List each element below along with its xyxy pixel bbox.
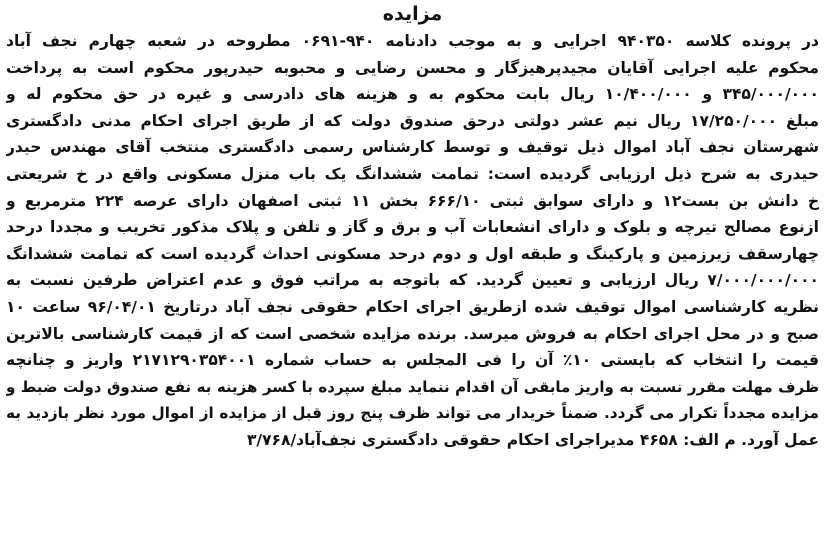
notice-line: خ دانش بن بست۱۲ و دارای سوابق ثبتی ۶۶۶/۱۰ بخش ۱۱ ثبتی اصفهان دارای عرصه ۲۲۴ مترمربع و [6,191,819,210]
notice-line: در پرونده کلاسه ۹۴۰۳۵۰ اجرایی و به موجب دادنامه ۹۴۰-۰۶۹۱ مطروحه در شعبه چهارم نجف آباد [6,32,819,50]
notice-line: چهارسقف زیرزمین و پارکینگ و طبقه اول و دوم درحد مسکونی احداث گردیده است که تمامت ششدانگ [6,244,819,263]
notice-line: صبح و در محل اجرای احکام به فروش میرسد. برنده مزایده شخصی است که از قیمت کارشناسی بالاترین [6,324,819,343]
notice-title: مزایده [382,3,443,25]
notice-line: عمل آورد. م الف: ۴۶۵۸ مدیراجرای احکام حقوقی دادگستری نجف‌آباد/۳/۷۶۸ [246,430,819,449]
notice-line: حیدری به شرح ذیل ارزیابی گردیده است: تمامت ششدانگ یک باب منزل مسکونی واقع در خ شریعتی [6,164,819,183]
notice-line: ظرف مهلت مقرر نسبت به واریز مابقی آن اقدام ننماید مبلغ سپرده با کسر هزینه به نفع صندوق دولت ضبط و [6,377,819,396]
notice-line: محکوم علیه اجرایی آقایان مجیدپرهیزگار و محسن رضایی و محبوبه حیدرپور محکوم است به پرداخت [6,58,819,77]
notice-line: شهرستان نجف آباد اموال ذیل توقیف و توسط کارشناس رسمی دادگستری منتخب آقای مهندس حیدر [6,138,819,157]
notice-line: مبلغ ۱۷/۲۵۰/۰۰۰ ریال نیم عشر دولتی درحق صندوق دولت که از طریق اجرای احکام مدنی دادگستری [6,111,819,130]
notice-line: ازنوع مصالح تیرچه و بلوک و دارای انشعابات آب و برق و گاز و تلفن و پلاک مذکور تخریب و مجددا درحد [6,218,819,237]
notice-line: مزایده مجدداً تکرار می گردد. ضمناً خریدار می تواند ظرف پنج روز قبل از مزایده از اموال مورد نظر بازدید به [6,404,819,423]
notice-line: ۷/۰۰۰/۰۰۰/۰۰۰ ریال ارزیابی و تعیین گردید. که باتوجه به مراتب فوق و عدم اعتراض طرفین نسبت به [6,271,819,290]
notice-line: ۳۴۵/۰۰۰/۰۰۰ و ۱۰/۴۰۰/۰۰۰ ریال بابت محکوم به و هزینه های دادرسی و غیره در حق محکوم له و [6,85,819,104]
notice-line: قیمت را انتخاب که بایستی ۱۰٪ آن را فی المجلس به حساب شماره ۲۱۷۱۲۹۰۳۵۴۰۰۱ واریز و چنانچه [6,351,819,370]
notice-line: نظریه کارشناسی اموال توقیف شده ازطریق اجرای احکام حقوقی نجف آباد درتاریخ ۹۶/۰۴/۰۱ ساعت ۱۰ [6,297,819,316]
